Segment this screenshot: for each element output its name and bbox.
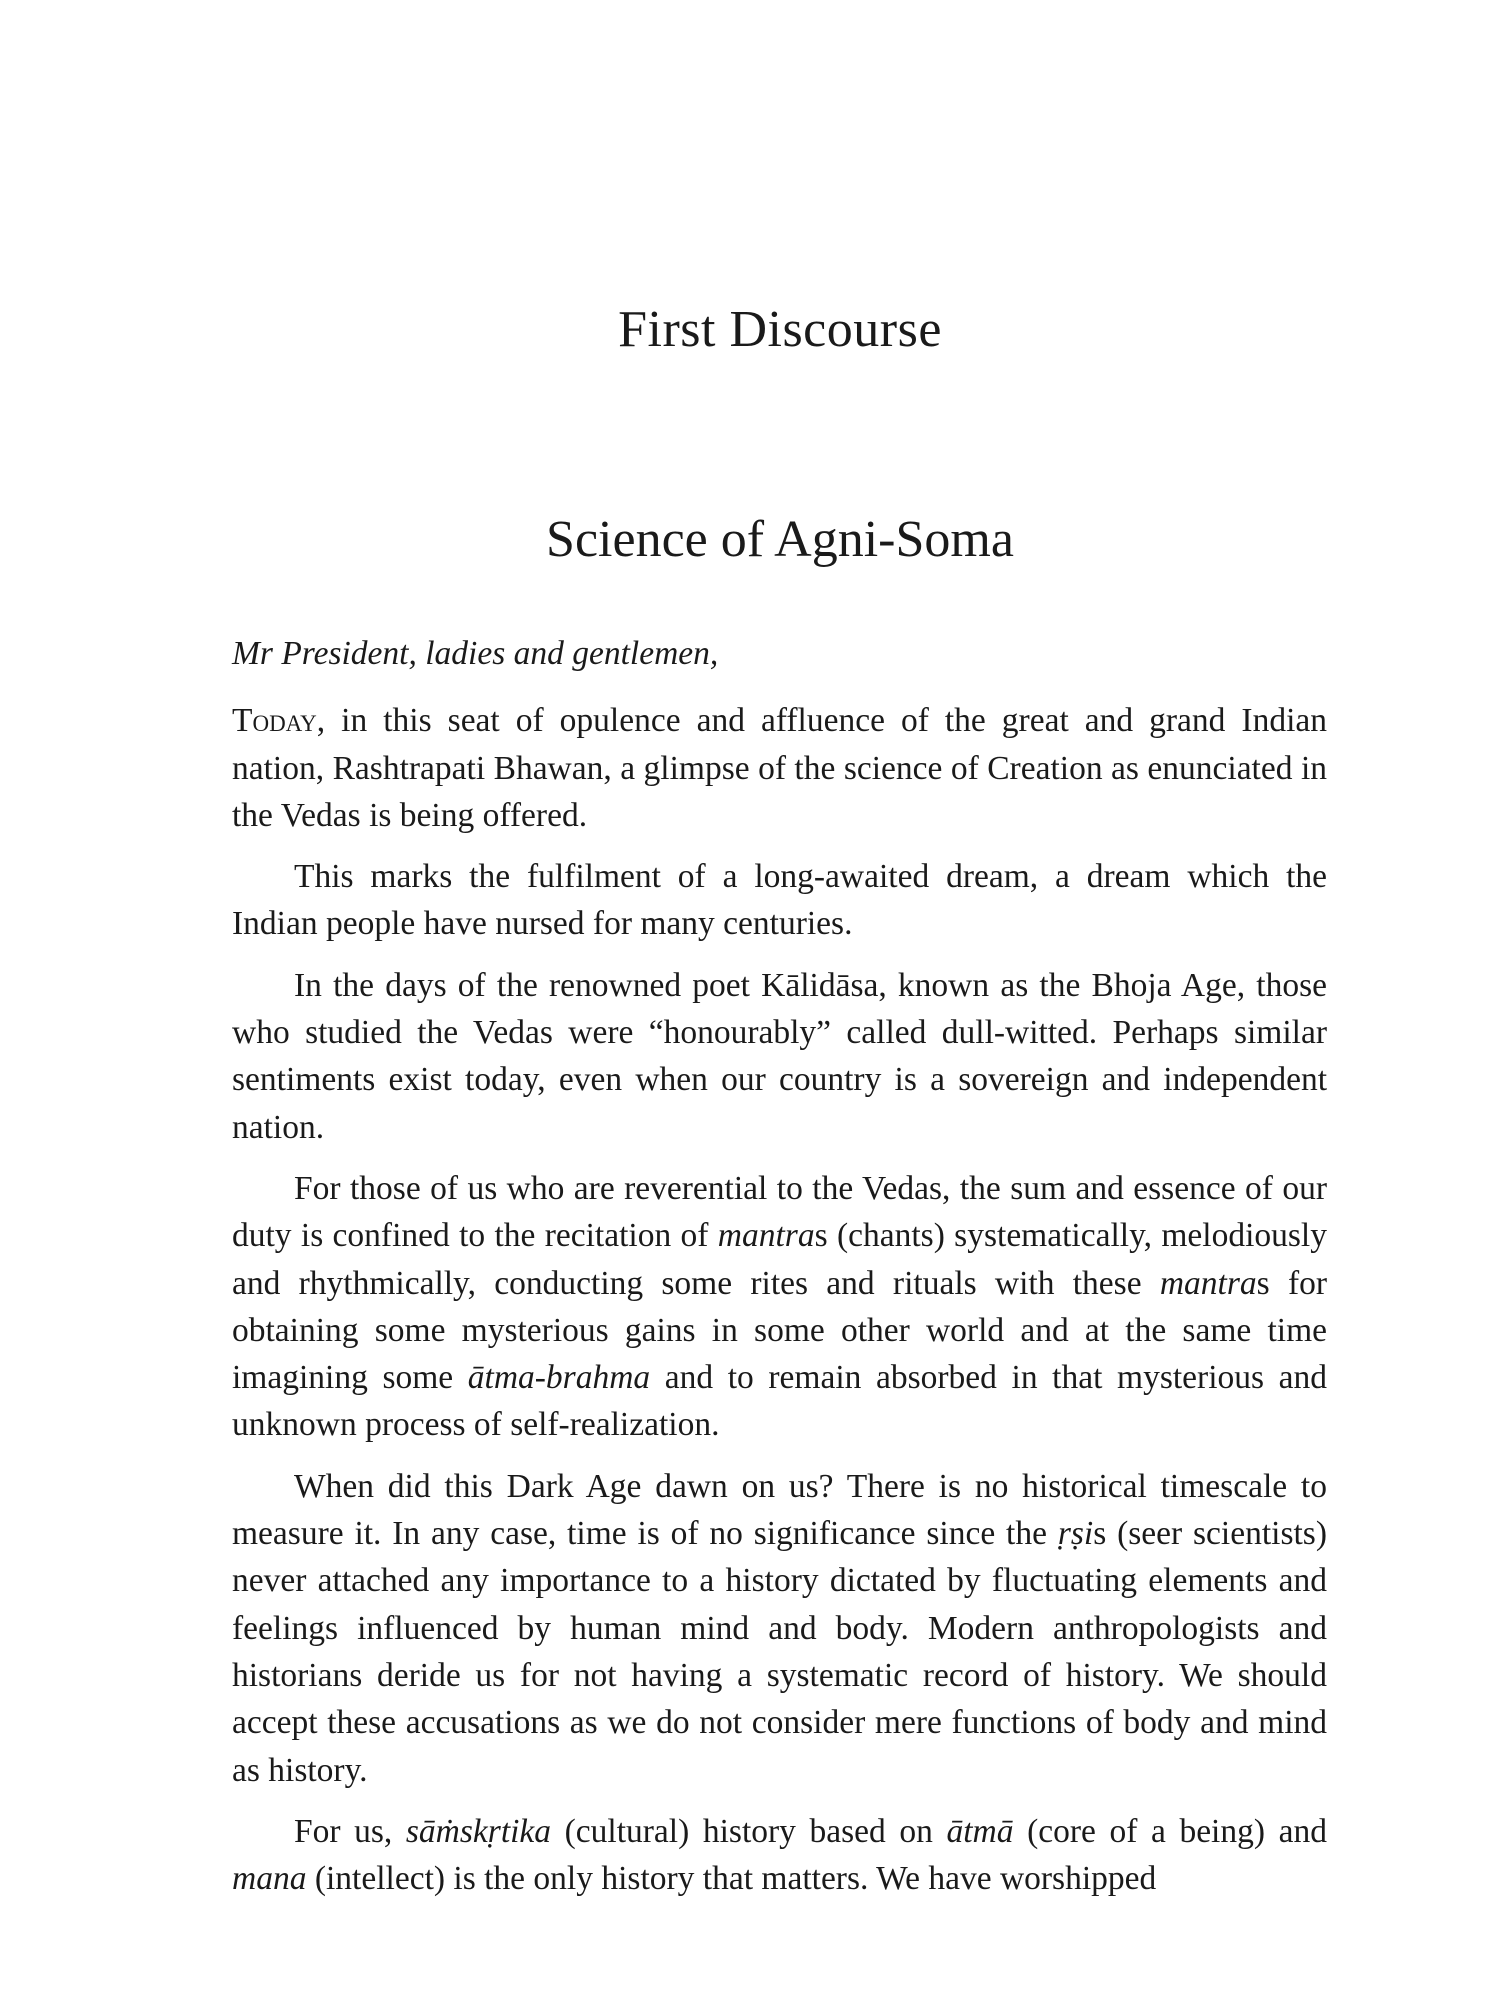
italic-term: sāṁskṛtika bbox=[405, 1812, 552, 1850]
paragraph-1-text: in this seat of opulence and affluence of the great and grand Indian nation, Rashtrapati Bhawan, a glimpse of the science of Creation as enunciated in the Vedas is being offered. bbox=[232, 702, 1327, 834]
paragraph-3: In the days of the renowned poet Kālidāsa, known as the Bhoja Age, those who studied the Vedas were “honourably” called dull-witted. Perhaps similar sentiments exist today, even when our country is a sovereign and independent nation. bbox=[232, 966, 1327, 1146]
text-run: For us, bbox=[294, 1812, 406, 1850]
chapter-label: First Discourse bbox=[618, 301, 942, 358]
text-run: s (seer scientists) never attached any importance to a history dictated by fluctuating elements and feelings influenced by human mind and body. Modern anthropologists and historians deride us for not having a systematic record of history. We should accept these accusations as we do not consider mere functions of body and mind as history. bbox=[232, 1515, 1327, 1789]
italic-term: mantra bbox=[1159, 1264, 1257, 1302]
paragraph-6 bbox=[232, 1808, 1327, 1903]
chapter-title: Science of Agni-Soma bbox=[546, 511, 1014, 568]
paragraph-1 bbox=[232, 697, 1327, 839]
paragraph-5 bbox=[232, 1463, 1327, 1794]
text-run: When did this Dark Age dawn on us? There is no historical timescale to measure it. In any case, time is of no significance since the bbox=[232, 1467, 1327, 1553]
italic-term: mantra bbox=[717, 1217, 815, 1255]
italic-term: ātmā bbox=[946, 1812, 1014, 1850]
text-run: s for obtaining some mysterious gains in some other world and at the same time imagining some bbox=[232, 1264, 1328, 1397]
italic-term: ṛṣi bbox=[1057, 1515, 1094, 1553]
lead-word: Today, bbox=[232, 702, 326, 740]
italic-term: ātma-brahma bbox=[467, 1359, 651, 1397]
text-run: For those of us who are reverential to the Vedas, the sum and essence of our duty is confined to the recitation of bbox=[232, 1169, 1327, 1255]
text-run: (cultural) history based on bbox=[551, 1812, 947, 1850]
text-run: s (chants) systematically, melodiously and rhythmically, conducting some rites and rituals with these bbox=[232, 1217, 1327, 1302]
text-run: and to remain absorbed in that mysterious and unknown process of self-realization. bbox=[232, 1359, 1328, 1444]
italic-term: mana bbox=[232, 1860, 307, 1898]
text-run: (intellect) is the only history that matters. We have worshipped bbox=[306, 1860, 1157, 1898]
paragraph-2: This marks the fulfilment of a long-awaited dream, a dream which the Indian people have nursed for many centuries. bbox=[232, 858, 1327, 943]
paragraph-4 bbox=[232, 1165, 1327, 1449]
salutation: Mr President, ladies and gentlemen, bbox=[232, 635, 719, 672]
body-text bbox=[232, 630, 1327, 1916]
text-run: (core of a being) and bbox=[1013, 1812, 1327, 1850]
